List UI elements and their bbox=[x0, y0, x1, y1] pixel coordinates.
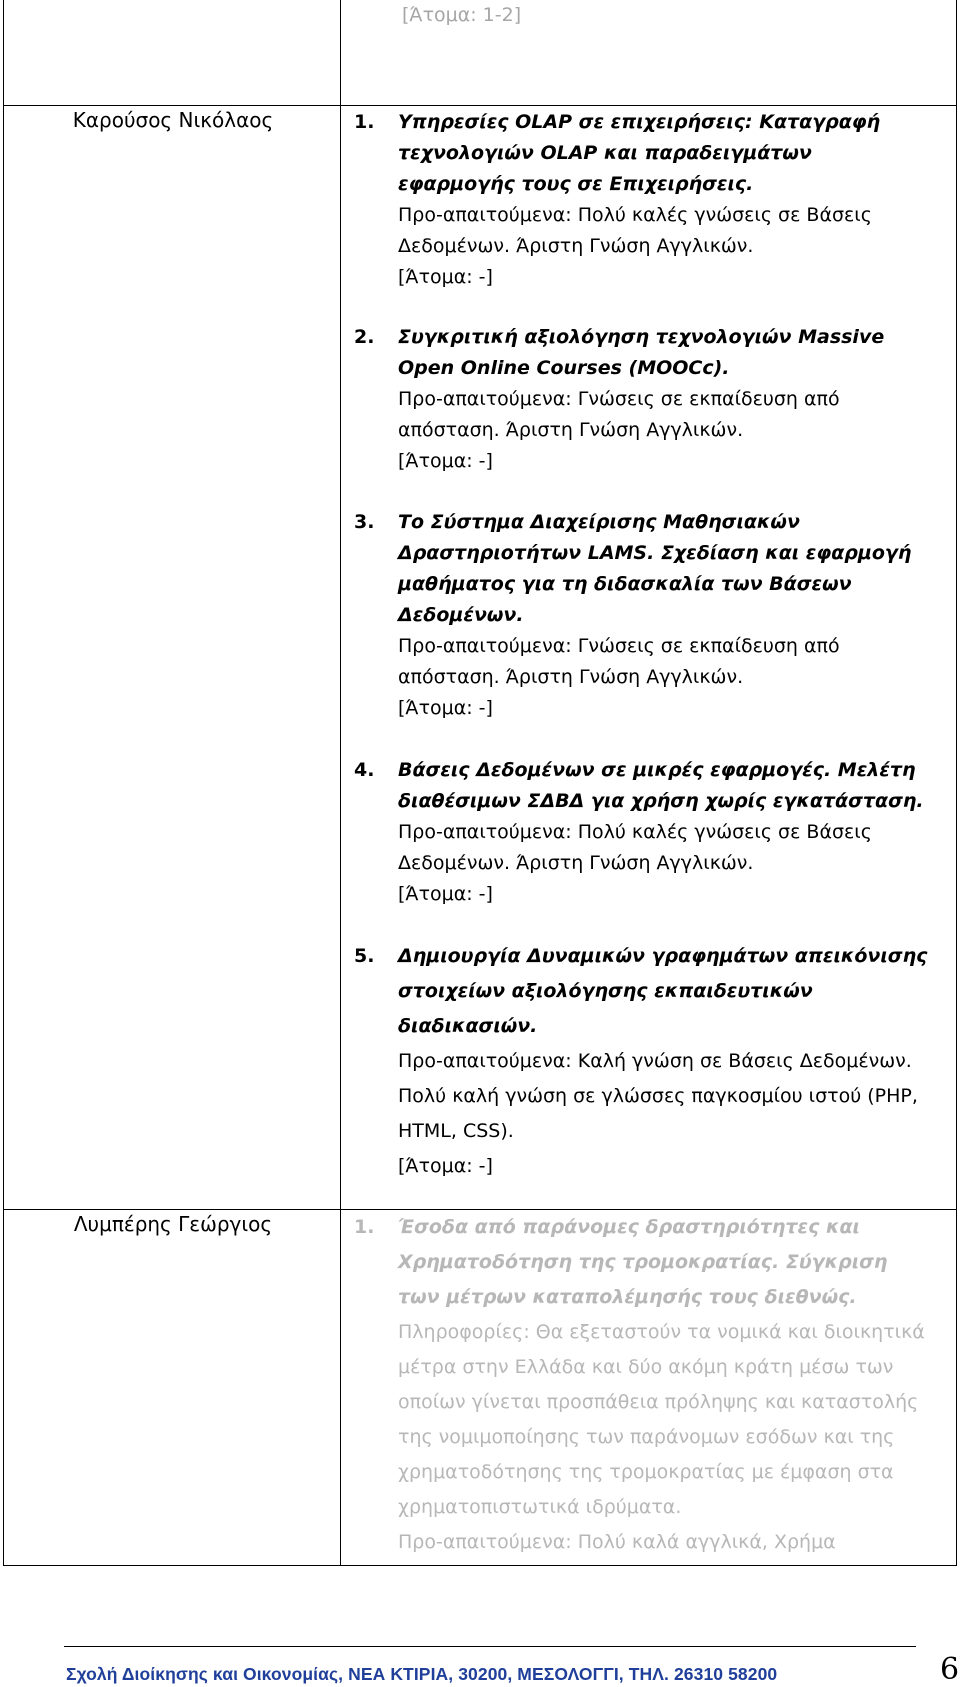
topic-number: 4. bbox=[354, 759, 375, 781]
topic-item bbox=[354, 107, 934, 293]
topic-information: Πληροφορίες: Θα εξεταστούν τα νομικά και διοικητικά μέτρα στην Ελλάδα και δύο ακόμη κράτη μέσω των οποίων γίνεται προσπάθεια πρόληψης και καταστολής της νομιμοποίησης των παράνομων εσόδων και της χρηματοδότησης της τρομοκρατίας με έμφαση στα χρηματοπιστωτικά ιδρύματα. bbox=[398, 1321, 925, 1518]
topic-number: 1. bbox=[354, 1216, 375, 1238]
topic-prerequisites: Προ-απαιτούμενα: Καλή γνώση σε Βάσεις Δεδομένων. Πολύ καλή γνώση σε γλώσσες παγκοσμίου ιστού (PHP, HTML, CSS). bbox=[398, 1050, 918, 1142]
topic-title: Το Σύστημα Διαχείρισης Μαθησιακών Δραστηριοτήτων LAMS. Σχεδίαση και εφαρμογή μαθήματος για τη διδασκαλία των Βάσεων Δεδομένων. bbox=[398, 511, 912, 626]
topic-title: Έσοδα από παράνομες δραστηριότητες και Χρηματοδότηση της τρομοκρατίας. Σύγκριση των μέτρων καταπολέμησής τους διεθνώς. bbox=[398, 1216, 888, 1308]
topic-number: 1. bbox=[354, 111, 375, 133]
supervisor-name: Λυμπέρης Γεώργιος bbox=[73, 1212, 273, 1236]
topic-item bbox=[354, 322, 934, 477]
footer-rule bbox=[64, 1646, 916, 1647]
topic-prerequisites: Προ-απαιτούμενα: Γνώσεις σε εκπαίδευση από απόσταση. Άριστη Γνώση Αγγλικών. bbox=[398, 635, 840, 688]
topic-number: 5. bbox=[354, 945, 375, 967]
topic-number: 2. bbox=[354, 326, 375, 348]
topic-prerequisites: Προ-απαιτούμενα: Γνώσεις σε εκπαίδευση από απόσταση. Άριστη Γνώση Αγγλικών. bbox=[398, 388, 840, 441]
topic-persons: [Άτομα: -] bbox=[398, 697, 493, 719]
topic-persons: [Άτομα: -] bbox=[398, 1155, 493, 1177]
table-border-right bbox=[956, 0, 957, 1566]
previous-row-persons: [Άτομα: 1-2] bbox=[402, 4, 522, 26]
supervisor-name: Καρούσος Νικόλαος bbox=[72, 108, 274, 132]
table-border-left bbox=[3, 0, 4, 1566]
topic-persons: [Άτομα: -] bbox=[398, 450, 493, 472]
table-column-divider bbox=[340, 0, 341, 1566]
page-number: 6 bbox=[940, 1652, 960, 1687]
topic-item bbox=[354, 755, 934, 910]
topic-prerequisites: Προ-απαιτούμενα: Πολύ καλές γνώσεις σε Βάσεις Δεδομένων. Άριστη Γνώση Αγγλικών. bbox=[398, 821, 872, 874]
topic-number: 3. bbox=[354, 511, 375, 533]
topic-title: Συγκριτική αξιολόγηση τεχνολογιών Massive Open Online Courses (MOOCc). bbox=[398, 326, 885, 379]
topic-title: Δημιουργία Δυναμικών γραφημάτων απεικόνισης στοιχείων αξιολόγησης εκπαιδευτικών διαδικασιών. bbox=[398, 945, 928, 1037]
topic-item bbox=[354, 507, 934, 724]
topic-prerequisites: Προ-απαιτούμενα: Πολύ καλά αγγλικά, Χρήμα bbox=[398, 1531, 836, 1553]
topic-title: Υπηρεσίες OLAP σε επιχειρήσεις: Καταγραφή τεχνολογιών OLAP και παραδειγμάτων εφαρμογής τους σε Επιχειρήσεις. bbox=[398, 111, 881, 195]
topic-prerequisites: Προ-απαιτούμενα: Πολύ καλές γνώσεις σε Βάσεις Δεδομένων. Άριστη Γνώση Αγγλικών. bbox=[398, 204, 872, 257]
topic-item bbox=[354, 1210, 934, 1560]
topic-persons: [Άτομα: -] bbox=[398, 883, 493, 905]
table-border-bottom bbox=[3, 1565, 957, 1566]
topic-item bbox=[354, 939, 934, 1184]
row-divider-1 bbox=[3, 105, 957, 106]
topic-persons: [Άτομα: -] bbox=[398, 266, 493, 288]
footer-address: Σχολή Διοίκησης και Οικονομίας, ΝΕΑ ΚΤΙΡΙΑ, 30200, ΜΕΣΟΛΟΓΓΙ, ΤΗΛ. 26310 58200 bbox=[66, 1664, 778, 1684]
topic-title: Βάσεις Δεδομένων σε μικρές εφαρμογές. Μελέτη διαθέσιμων ΣΔΒΔ για χρήση χωρίς εγκατάσταση. bbox=[398, 759, 924, 812]
